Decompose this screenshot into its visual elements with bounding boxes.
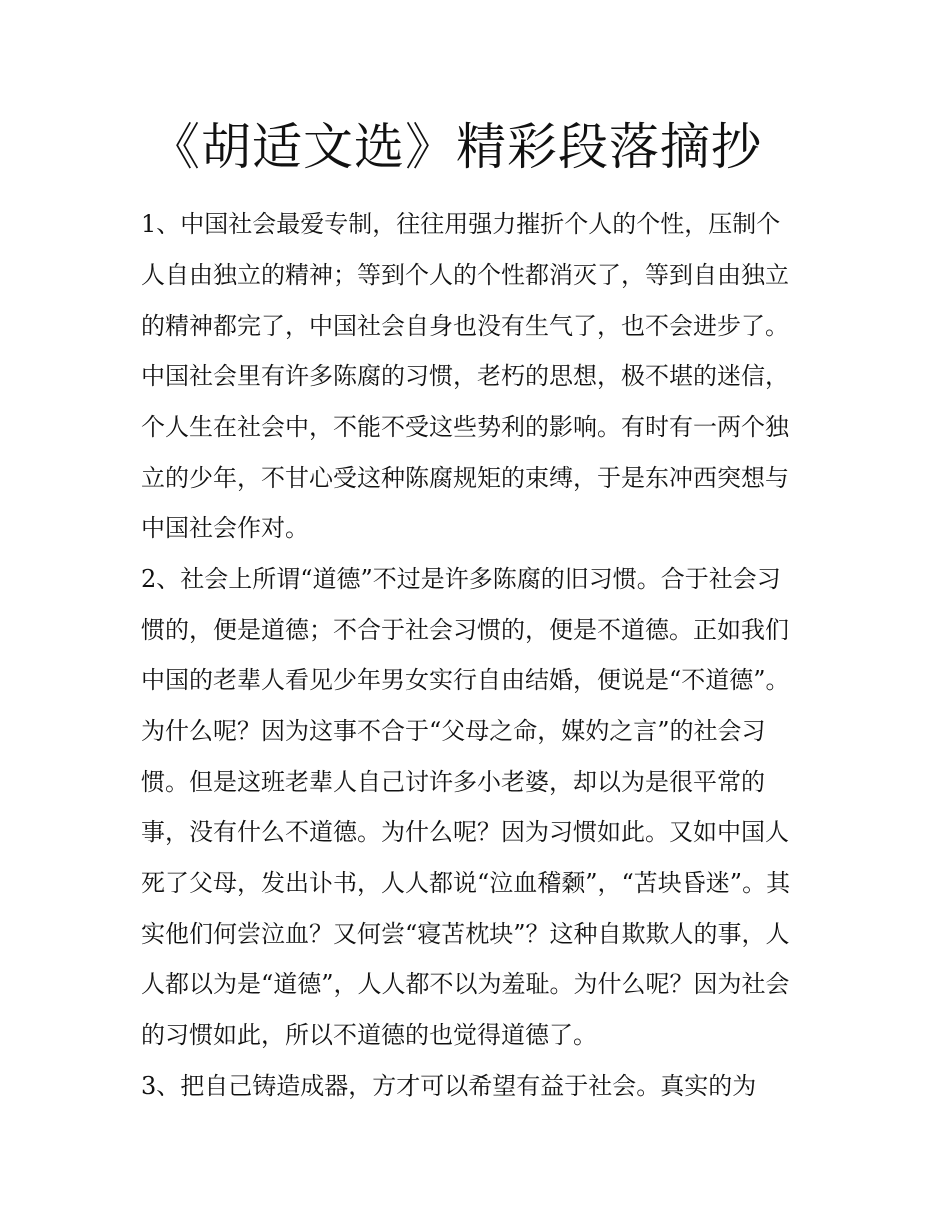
page-title: 《胡适文选》精彩段落摘抄 — [150, 118, 762, 176]
text-line: 的习惯如此，所以不道德的也觉得道德了。 — [141, 1021, 597, 1049]
text-line: 为什么呢？因为这事不合于“父母之命，媒妁之言”的社会习 — [141, 717, 766, 745]
text-line: 惯的，便是道德；不合于社会习惯的，便是不道德。正如我们 — [141, 616, 789, 644]
text-line: 立的少年，不甘心受这种陈腐规矩的束缚，于是东冲西突想与 — [141, 464, 789, 492]
text-line: 的精神都完了，中国社会自身也没有生气了，也不会进步了。 — [141, 312, 789, 340]
text-line: 人自由独立的精神；等到个人的个性都消灭了，等到自由独立 — [141, 261, 789, 289]
text-line: 惯。但是这班老辈人自己讨许多小老婆，却以为是很平常的 — [141, 768, 765, 796]
text-line: 中国社会作对。 — [141, 514, 309, 542]
text-line: 中国社会里有许多陈腐的习惯，老朽的思想，极不堪的迷信， — [141, 362, 789, 390]
text-line: 2、社会上所谓“道德”不过是许多陈腐的旧习惯。合于社会习 — [141, 565, 781, 593]
text-line: 死了父母，发出讣书，人人都说“泣血稽颡”，“苫块昏迷”。其 — [141, 869, 791, 897]
text-line: 事，没有什么不道德。为什么呢？因为习惯如此。又如中国人 — [141, 818, 789, 846]
text-line: 人都以为是“道德”，人人都不以为羞耻。为什么呢？因为社会 — [141, 970, 790, 998]
text-line: 个人生在社会中，不能不受这些势利的影响。有时有一两个独 — [141, 413, 789, 441]
text-line: 1、中国社会最爱专制，往往用强力摧折个人的个性，压制个 — [141, 210, 781, 238]
text-line: 实他们何尝泣血？又何尝“寝苫枕块”？这种自欺欺人的事，人 — [141, 920, 790, 948]
text-line: 3、把自己铸造成器，方才可以希望有益于社会。真实的为 — [141, 1072, 757, 1100]
text-line: 中国的老辈人看见少年男女实行自由结婚，便说是“不道德”。 — [141, 666, 790, 694]
